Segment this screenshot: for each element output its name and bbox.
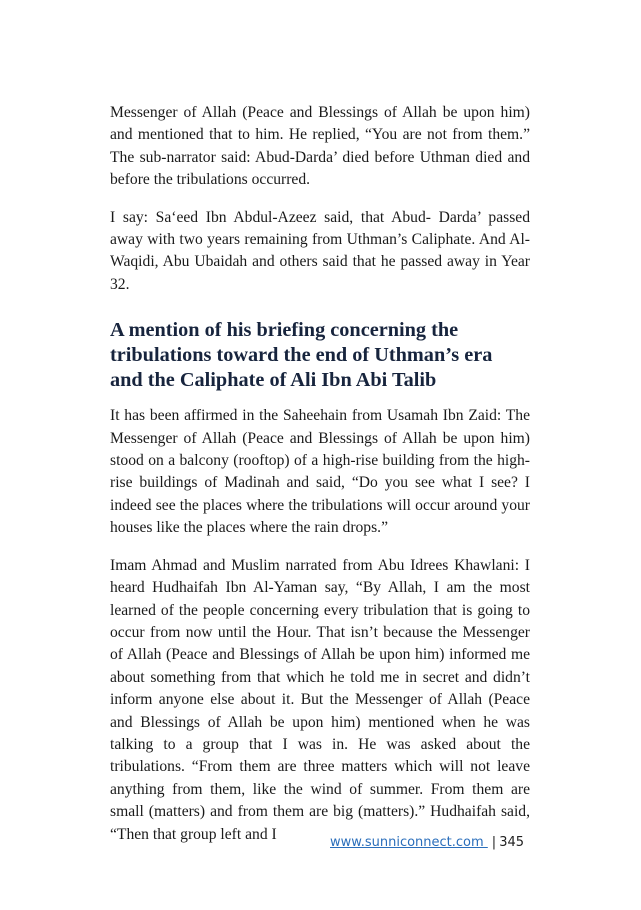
website-link[interactable]: www.sunniconnect.com bbox=[330, 835, 488, 850]
paragraph-uthman-death: Messenger of Allah (Peace and Blessings of Allah be upon him) and mentioned that to him. He replied, “You are not from them.” The sub-narrator said: Abud-Darda’ died before Uthman died and before the tribulations occurred. bbox=[110, 104, 530, 189]
footer-separator: | bbox=[491, 835, 497, 850]
page-footer bbox=[330, 835, 524, 850]
paragraph-hudhaifah-narration: Imam Ahmad and Muslim narrated from Abu Idrees Khawlani: I heard Hudhaifah Ibn Al-Yaman say, “By Allah, I am the most learned of the people concerning every tribulation that is going to occur from now until the Hour. That isn’t because the Messenger of Allah (Peace and Blessings of Allah be upon him) informed me about something from that which he told me in secret and didn’t inform anyone else about it. But the Messenger of Allah (Peace and Blessings of Allah be upon him) mentioned when he was talking to a group that I was in. He was asked about the tribulations. “From them are three matters which will not leave anything from them, like the wind of summer. From them are small (matters) and from them are big (matters).” Hudhaifah said, “Then that group left and I bbox=[110, 556, 530, 843]
paragraph-usamah-narration: It has been affirmed in the Saheehain from Usamah Ibn Zaid: The Messenger of Allah (Peace and Blessings of Allah be upon him) stood on a balcony (rooftop) of a high-rise building from the high-rise buildings of Madinah and said, “Do you see what I see? I indeed see the places where the tribulations will occur around your houses like the places where the rain drops.” bbox=[110, 407, 530, 537]
section-heading: A mention of his briefing concerning the tribulations toward the end of Uthman’s era and the Caliphate of Ali Ibn Abi Talib bbox=[110, 319, 493, 392]
page-content bbox=[110, 102, 530, 846]
paragraph-abud-darda-death: I say: Sa‘eed Ibn Abdul-Azeez said, that Abud- Darda’ passed away with two years remaining from Uthman’s Caliphate. And Al-Waqidi, Abu Ubaidah and others said that he passed away in Year 32. bbox=[110, 208, 530, 293]
page-number: 345 bbox=[499, 835, 525, 850]
